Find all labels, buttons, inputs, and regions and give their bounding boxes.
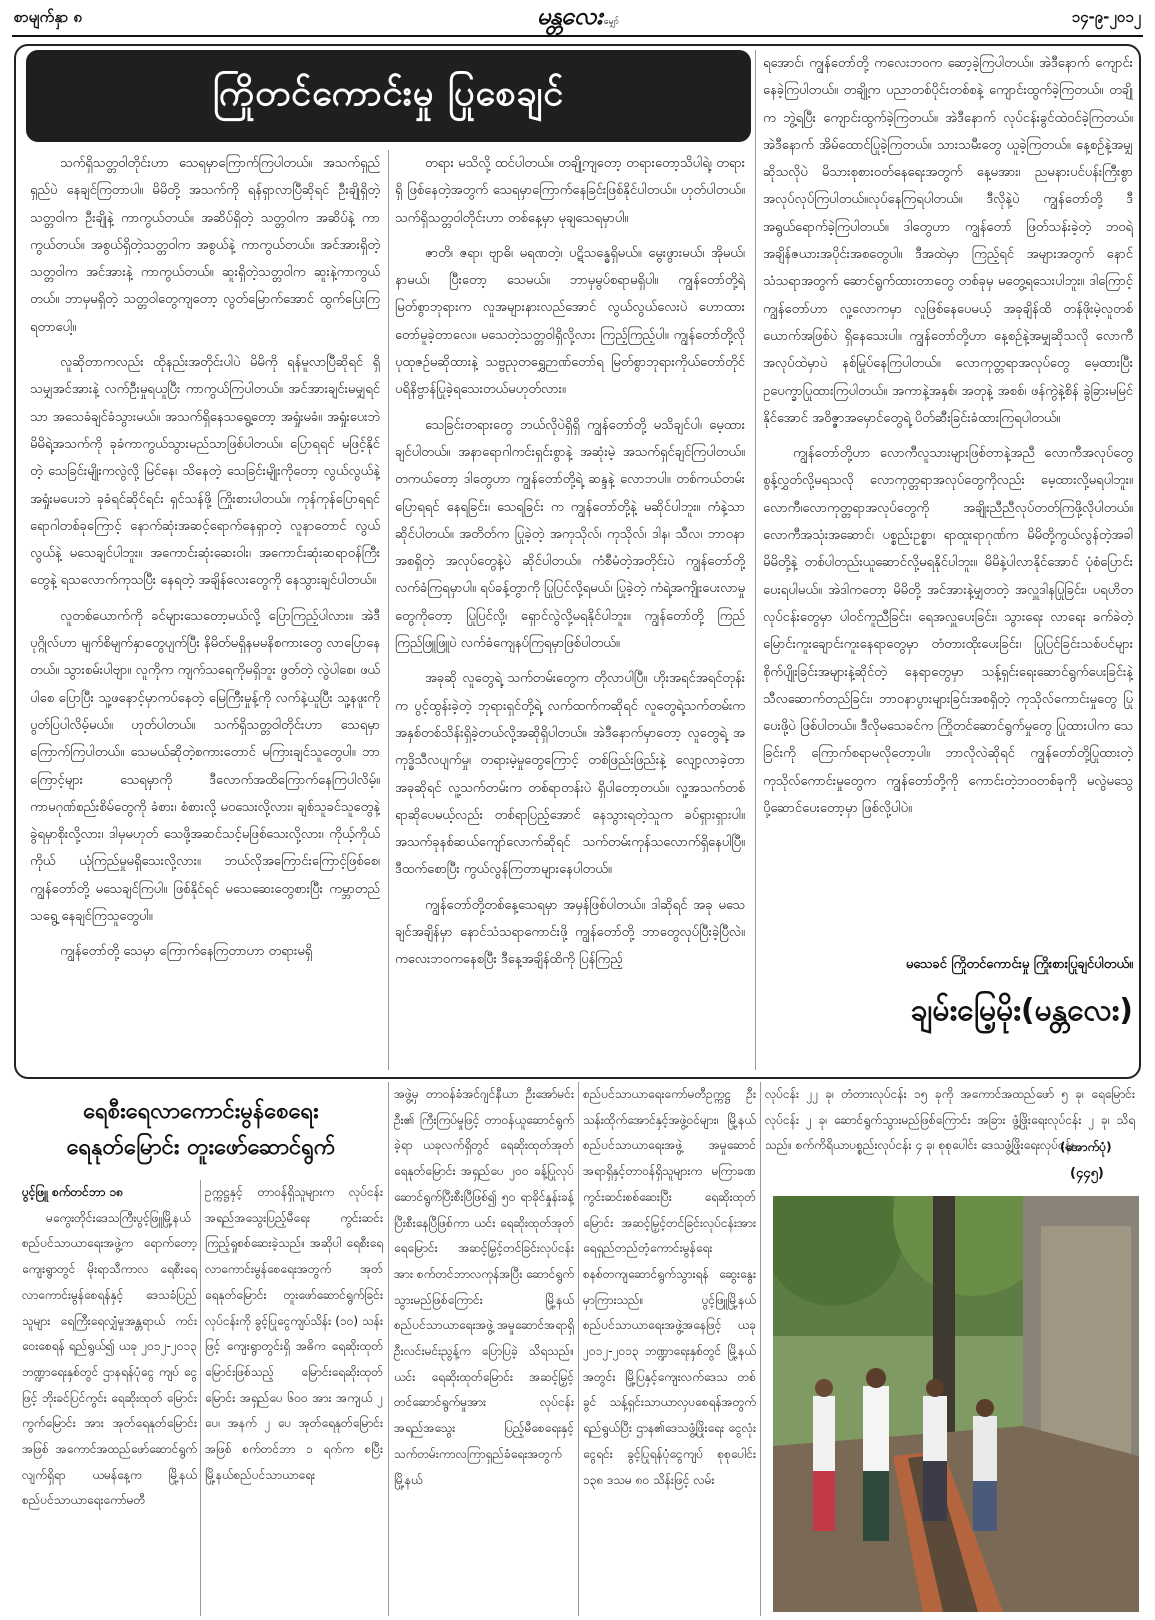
- paragraph: ကျွန်တော်တို့ သေမှာ ကြောက်နေကြတာဟာ တရားမရှိ: [60, 944, 313, 960]
- paragraph: သက်ရှိသတ္တဝါတိုင်းဟာ သေရမှာကြောက်ကြပါတယ်။ အသက်ရှည်ရှည်ပဲ နေချင်ကြတာပါ။ မိမိတို့ အသက်ကို ရန်ရှာလာပြီဆိုရင် ဦးချိုရှိတဲ့သတ္တဝါက ဦးချိုနဲ့ ကာကွယ်တယ်။ အဆိပ်ရှိတဲ့ သတ္တဝါက အဆိပ်နဲ့ ကာကွယ်တယ်။ အစွယ်ရှိတဲ့သတ္တဝါက အစွယ်နဲ့ ကာကွယ်တယ်။ အင်အားရှိတဲ့ သတ္တဝါက အင်အားနဲ့ ကာကွယ်တယ်။ ဆူးရှိတဲ့သတ္တဝါက ဆူးနဲ့ကာကွယ်တယ်။ ဘာမှမရှိတဲ့ သတ္တဝါတွေကျတော့ လွတ်မြောက်အောင် ထွက်ပြေးကြရတာပေါ့။: [30, 156, 380, 335]
- feature-column-2: [395, 150, 745, 1070]
- closing-line: မသေခင် ကြိုတင်ကောင်းမှု ကြိုးစားပြုချင်ပါတယ်။: [905, 957, 1133, 972]
- paragraph: ရအောင်၊ ကျွန်တော်တို့ ကလေးဘဝက ဆော့ခဲ့ကြပါတယ်။ အဲဒီနောက် ကျောင်းနေခဲ့ကြပါတယ်။ တချို့က ပညာတစ်ပိုင်းတစ်စနဲ့ ကျောင်းထွက်ခဲ့ကြတယ်။ တချို့က ဘွဲ့ရပြီး ကျောင်းထွက်ခဲ့ကြတယ်။ အဲဒီနောက် လုပ်ငန်းခွင်ထဲဝင်ခဲ့ကြတယ်။ အဲဒီနောက် အိမ်ထောင်ပြုခဲ့ကြတယ်။ သားသမီးတွေ ယူခဲ့ကြတယ်။ နေ့စဉ်နဲ့အမျှ ဆိုသလိုပဲ မိသားစုစားဝတ်နေရေးအတွက် နေ့မအား၊ ညမနားပင်ပန်းကြီးစွာ အလုပ်လုပ်ကြပါတယ်။လုပ်နေကြရပါတယ်။ ဒီလိုနဲ့ပဲ ကျွန်တော်တို့ ဒီအရွယ်ရောက်ခဲ့ကြပါတယ်။ ဒါတွေဟာ ကျွန်တော် ဖြတ်သန်းခဲ့တဲ့ ဘဝရဲ့ အချိန်ဇယားအပိုင်းအစတွေပါ။ ဒီအထဲမှာ ကြည့်ရင် အများအတွက် နောင်သံသရာအတွက် ဆောင်ရွက်ထားတာတွေ တစ်ခုမှ မတွေ့ရသေးပါဘူး။ ဒါကြောင့် ကျွန်တော်ဟာ လူ့လောကမှာ လူဖြစ်နေပေမယ့် အခုချိန်ထိ တန်ဖိုးမဲ့လူတစ်ယောက်အဖြစ်ပဲ ရှိနေသေးပါ။ ကျွန်တော်တို့ဟာ နေ့စဉ်နဲ့အမျှဆိုသလို လောကီအလုပ်ထဲမှာပဲ နစ်မြုပ်နေကြပါတယ်။ လောကုတ္တရာအလုပ်တွေ မေ့ထားပြီး ဥပေက္ခာပြုထားကြပါတယ်။ အကာနဲ့အနှစ်၊ အတုနဲ့ အစစ်၊ ဖန်ကွဲနဲ့စိန် ခွဲခြားမမြင်နိုင်အောင် အဝိဇ္ဇာအမှောင်တွေရဲ့ ပိတ်ဆီးခြင်းခံထားကြရပါတယ်။: [763, 56, 1133, 426]
- column-divider: [388, 1082, 389, 1616]
- photo-caption-pointer: (အောက်ပုံ): [1060, 1140, 1112, 1154]
- news-column-2: [205, 1180, 383, 1616]
- column-divider: [755, 50, 756, 1070]
- news-headline: [20, 1094, 382, 1166]
- column-divider: [760, 1082, 761, 1616]
- author-byline: ချမ်းမြေ့မိုး(မန္တလေး): [910, 993, 1133, 1028]
- paragraph: ဥက္ကဋ္ဌနှင့် တာဝန်ရှိသူများက လုပ်ငန်းအရည်အသွေးပြည့်မီရေး ကွင်းဆင်းကြည့်ရှုစစ်ဆေးခဲ့သည်။ အဆိုပါ ရေစီးရေလာကောင်းမွန်စေရေးအတွက် အုတ်ရေနုတ်မြောင်း တူးဖော်ဆောင်ရွက်ခြင်းလုပ်ငန်းကို ခွင့်ပြုငွေကျပ်သိန်း (၁၀) သန်းဖြင့် ကျေးရွာတွင်းရှိ အဓိက ရေဆိုးထုတ်မြောင်းဖြစ်သည့် မြောင်းရေဆိုးထုတ်မြောင်း အရှည်ပေ ၆၀၀ အား အကျယ် ၂ ပေ၊ အနက် ၂ ပေ အုတ်ရေနုတ်မြောင်း အဖြစ် စက်တင်ဘာ ၁ ရက်က စပြီး မြို့နယ်စည်ပင်သာယာရေး: [205, 1185, 383, 1482]
- feature-column-3: [763, 50, 1133, 950]
- logo-text: မန္တလေး: [536, 2, 602, 30]
- paragraph: လူတစ်ယောက်ကို ခင်များသေတော့မယ်လို့ ပြောကြည့်ပါလား။ အဲဒီပုဂ္ဂိုလ်ဟာ မျက်စိမျက်နှာတွေပျက်ပြီး နိမိတ်မရှိနမမနိစကားတွေ လာပြောနေတယ်။ သွားစမ်းပါဗျာ။ လူကိုက ကျက်သရေကိုမရှိဘူး ဖွတ်တဲ့ လွဲပါစေ၊ ဖယ်ပါစေ ပြောပြီး သူ့ဖနောင့်မှာကပ်နေတဲ့ မြေကြီးမှုန့်ကို လက်နဲ့ယူပြီး သူ့နဖူးကို ပွတ်ပြပါလိမ့်မယ်။ ဟုတ်ပါတယ်။ သက်ရှိသတ္တဝါတိုင်းဟာ သေရမှာ ကြောက်ကြပါတယ်။ သေမယ်ဆိုတဲ့စကားတောင် မကြားချင်သူတွေပါ။ ဘာကြောင့်များ သေရမှာကို ဒီလောက်အထိကြောက်နေကြပါလိမ့်။ ကာမဂုဏ်စည်းစိမ်တွေကို ခံစား၊ စံစားလို့ မဝသေးလို့လား၊ ချစ်သူခင်သူတွေနဲ့ ခွဲရမှာစိုးလို့လား၊ ဒါမှမဟုတ် သေဖို့အဆင်သင့်မဖြစ်သေးလို့လား၊ ကိုယ့်ကိုယ်ကိုယ် ယုံကြည်မှုမရှိသေးလို့လား။ ဘယ်လိုအကြောင်းကြောင့်ဖြစ်စေ၊ ကျွန်တော်တို့ မသေချင်ကြပါ။ ဖြစ်နိုင်ရင် မသေဆေးတွေစားပြီး ကမ္ဘာတည်သရွေ့ နေချင်ကြသူတွေပါ။: [30, 608, 380, 925]
- article-code: (၄၄၅): [1070, 1166, 1104, 1181]
- newspaper-logo: [0, 0, 1155, 36]
- feature-title: ကြိုတင်ကောင်းမှု ပြုစေချင်: [212, 73, 565, 114]
- news-column-3: [394, 1082, 574, 1616]
- logo-sub: မျှော်: [603, 17, 619, 27]
- paragraph: စည်ပင်သာယာရေးကော်မတီဥက္ကဋ္ဌ ဦးသန်းထိုက်အောင်နှင့်အဖွဲ့ဝင်များ၊ မြို့နယ်စည်ပင်သာယာရေးအဖွဲ့ အမှုဆောင်အရာရှိနှင့်တာဝန်ရှိသူများက မကြာခဏ ကွင်းဆင်းစစ်ဆေးပြီး ရေဆိုးထုတ်မြောင်း အဆင့်မြှင့်တင်ခြင်းလုပ်ငန်းအား ရေရှည်တည်တံ့ကောင်းမွန်ရေး စနစ်တကျဆောင်ရွက်သွားရန် ဆွေးနွေးမှာကြားသည်။ ပွင့်ဖြူမြို့နယ်စည်ပင်သာယာရေးအဖွဲ့အနေဖြင့် ယခု ၂၀၁၂-၂၀၁၃ ဘဏ္ဍာရေးနှစ်တွင် မြို့နယ်အတွင်း မြို့ပြနှင့်ကျေးလက်ဒေသ တစ်ခွင် သန့်ရှင်းသာယာလှပစေရန်အတွက် ရည်ရွယ်ပြီး ဌာန၏ဒေသဖွံ့ဖြိုးရေး ငွေလုံးငွေရင်း ခွင့်ပြုရန်ပုံငွေကျပ် စုစုပေါင်း ၁၃၈ ဒသမ ၈၀ သိန်းဖြင့် လမ်း: [583, 1087, 756, 1487]
- column-divider: [578, 1082, 579, 1616]
- headline-line-2: ရေနုတ်မြောင်း တူးဖော်ဆောင်ရွက်: [66, 1135, 336, 1160]
- feature-column-1: [30, 150, 380, 1070]
- news-photo: [773, 1196, 1139, 1612]
- paragraph: မကွေးတိုင်းဒေသကြီးပွင့်ဖြူမြို့နယ်စည်ပင်သာယာရေးအဖွဲ့က ရောက်တော့ကျေးရွာတွင် မိုးရာသီကာလ ရေစီးရေလာကောင်းမွန်စေရန်နှင့် ဒေသခံပြည်သူများ ရေကြီးရေလျှံမှုအန္တရာယ် ကင်းဝေးစေရန် ရည်ရွယ်၍ ယခု ၂၀၁၂-၂၀၁၃ ဘဏ္ဍာရေးနှစ်တွင် ဌာနရန်ပုံငွေ ကျပ် ငွေဖြင့် ဘိုးခင်ပြင်ကွင်း ရေဆိုးထုတ် မြောင်းကွက်မြောင်း အား အုတ်ရေနုတ်မြောင်းအဖြစ် အကောင်အထည်ဖော်ဆောင်ရွက်လျက်ရှိရာ ယမန်နေ့က မြို့နယ်စည်ပင်သာယာရေးကော်မတီ: [22, 1210, 197, 1508]
- paragraph: အခုဆို လူတွေရဲ့ သက်တမ်းတွေက တိုလာပါပြီ။ ဟိုးအရင်အရင်တုန်းက ပွင့်ထွန်းခဲ့တဲ့ ဘုရားရှင်တို့ရဲ့ လက်ထက်ကဆိုရင် လူတွေရဲ့သက်တမ်းက အနှစ်တစ်သိန်းရှိခဲ့တယ်လို့အဆိုရှိပါတယ်။ အဲဒီနောက်မှာတော့ လူတွေရဲ့ အကုဒ္ဓိသီလပျက်မှု၊ တရားမဲ့မှုတွေကြောင့် တစ်ဖြည်းဖြည်းနဲ့ လျော့လာခဲ့တာ အခုဆိုရင် လူ့သက်တမ်းက တစ်ရာတန်းပဲ ရှိပါတော့တယ်။ လူ့အသက်တစ်ရာဆိုပေမယ့်လည်း တစ်ရာပြည့်အောင် နေသွားရတဲ့သူက ခပ်ရှားရှားပါ။ အသက်ခုနစ်ဆယ်ကျော်လောက်ဆိုရင် သက်တမ်းကုန်သလောက်ရှိနေပါပြီ။ ဒီထက်စောပြီး ကွယ်လွန်ကြတာများနေပါတယ်။: [395, 671, 745, 878]
- header-rule: [12, 35, 1143, 37]
- paragraph: ဇာတိ၊ ဇရာ၊ ဗျာဓိ၊ မရဏတဲ့၊ ပဋိသန္ဓေရှိမယ်။ မွေးဖွားမယ်၊ အိုမယ်၊ နာမယ်၊ ပြီးတော့ သေမယ်။ ဘာမှမွပ်စရာမရှိပါ။ ကျွန်တော်တို့ရဲ့ မြတ်စွာဘုရားက လူအများနားလည်အောင် လွယ်လွယ်လေးပဲ ဟောထားတော်မူခဲ့တာလေ။ မသေတဲ့သတ္တဝါရှိလို့လား ကြည့်ကြည့်ပါ။ ကျွန်တော်တို့လို ပုထုဇဉ်မဆိုထားနဲ့ သဗ္ဗညုတရွှေဉာဏ်တော်ရ မြတ်စွာဘုရားကိုယ်တော်တိုင် ပရိနိဗ္ဗာန်ပြုခဲ့ရသေးတယ်မဟုတ်လား။: [395, 245, 745, 398]
- paragraph: ကျွန်တော်တို့တစ်နေ့သေရမှာ အမှန်ဖြစ်ပါတယ်။ ဒါဆိုရင် အခု မသေချင်အချိန်မှာ နောင်သံသရာကောင်းဖို့ ကျွန်တော်တို့ ဘာတွေလုပ်ပြီးခဲ့ပြီလဲ။ ကလေးဘဝကနေစပြီး ဒီနေ့အချိန်ထိကို ပြန်ကြည့်: [395, 897, 745, 968]
- column-divider: [200, 1180, 201, 1616]
- paragraph: လုပ်ငန်း ၂၂ ခု၊ တံတားလုပ်ငန်း ၁၅ ခုကို အကောင်အထည်ဖော် ၅ ခု၊ ရေမြောင်းလုပ်ငန်း ၂ ခု၊ ဆောင်ရွက်သွားမည်ဖြစ်ကြောင်း အခြား ဖွံ့ဖြိုးရေးလုပ်ငန်း ၂ ခု၊ သိရသည်။ စက်ကိရိယာပစ္စည်းလုပ်ငန်း ၄ ခု၊ စုစုပေါင်း ဒေသဖွံ့ဖြိုးရေးလုပ်ငန်း: [765, 1087, 1135, 1153]
- page-header: [0, 0, 1155, 40]
- paragraph: အဖွဲ့မှ တာဝန်ခံအင်ဂျင်နီယာ ဦးအော်မင်းဦး၏ ကြီးကြပ်မှုဖြင့် တာဝန်ယူဆောင်ရွက်ခဲ့ရာ ယခုလက်ရှိတွင် ရေဆိုးထုတ်အုတ်ရေနုတ်မြောင်း အရှည်ပေ ၂၀၀ ခန့်ပြုလုပ် ဆောင်ရွက်ပြီးစီးပြီဖြစ်၍ ၅၀ ရာခိုင်နှုန်းခန့် ပြီးစီးနေပြီဖြစ်ကာ ယင်း ရေဆိုးထုတ်အုတ်ရေမြောင်း အဆင့်မြှင့်တင်ခြင်းလုပ်ငန်းအား စက်တင်ဘာလကုန်အပြီး ဆောင်ရွက်သွားမည်ဖြစ်ကြောင်း မြို့နယ်စည်ပင်သာယာရေးအဖွဲ့ အမှုဆောင်အရာရှိ ဦးလင်းမင်းညွန့်က ပြောပြခဲ့ သိရသည်။ ယင်း ရေဆိုးထုတ်မြောင်း အဆင့်မြှင့်တင်ဆောင်ရွက်မှုအား လုပ်ငန်းအရည်အသွေး ပြည့်မီစေရေးနှင့် သက်တမ်းကာလကြာရှည်ခံရေးအတွက် မြို့နယ်: [394, 1087, 574, 1487]
- paragraph: တရား မသိလို့ ထင်ပါတယ်။ တချို့ကျတော့ တရားတော့သိပါရဲ့၊ တရားရှိ ဖြစ်နေတဲ့အတွက် သေရမှာကြောက်နေခြင်းဖြစ်နိုင်ပါတယ်။ ဟုတ်ပါတယ်။ သက်ရှိသတ္တဝါတိုင်းဟာ တစ်နေ့မှာ မုချသေရမှာပါ။: [395, 156, 745, 226]
- headline-line-1: ရေစီးရေလာကောင်းမွန်စေရေး: [83, 1099, 319, 1124]
- paragraph: လူဆိုတာကလည်း ထိုနည်းအတိုင်းပါပဲ မိမိကို ရန်မူလာပြီဆိုရင် ရှိသမျှအင်အားနဲ့ လက်ဦးမှုရယူပြီး ကာကွယ်ကြပါတယ်။ အင်အားချင်းမမျှရင်သာ အသေခံချင်ခံသွားမယ်။ အသက်ရှိနေသရွေ့တော့ အရှုံးမခံ။ အရှုံးပေးဘဲ မိမိရဲ့အသက်ကို ခုခံကာကွယ်သွားမည်သာဖြစ်ပါတယ်။ ပြောရရင် မဖြင့်နိုင်တဲ့ သေခြင်းမျိုးကလွဲလို့ မြင်နေ၊ သိနေတဲ့ သေခြင်းမျိုးကိုတော့ လွယ်လွယ်နဲ့ အရှုံးမပေးဘဲ ခုခံရင်ဆိုင်ရင်း ရှင်သန်ဖို့ ကြိုးစားပါတယ်။ ကုန်ကုန်ပြောရရင် ရောဂါတစ်ခုကြောင့် နောက်ဆုံးအဆင့်ရောက်နေရှာတဲ့ လူနာတောင် လွယ်လွယ်နဲ့ မသေချင်ပါဘူး။ အကောင်းဆုံးဆေးဝါး၊ အကောင်းဆုံးဆရာဝန်ကြီးတွေနဲ့ ရသလောက်ကုသပြီး နေရတဲ့ အချိန်လေးတွေကို နေသွားချင်ပါတယ်။: [30, 355, 380, 589]
- feature-title-banner: [26, 50, 751, 142]
- issue-date: ၁၄-၉-၂၀၁၂: [1071, 8, 1141, 26]
- paragraph: ကျွန်တော်တို့ဟာ လောကီလူသားများဖြစ်တာနဲ့အညီ လောကီအလုပ်တွေ စွန့်လွှတ်လို့မရသလို လောကုတ္တရာအလုပ်တွေကိုလည်း မေ့ထားလို့မရပါဘူး။ လောကီ၊လောကုတ္တရာအလုပ်တွေကို အချိုးညီညီလုပ်တတ်ကြဖို့လိုပါတယ်။ လောကီအသုံးအဆောင်၊ ပစ္စည်းဥစ္စာ၊ ရာထူးရာဂုဏ်က မိမိတို့ကွယ်လွန်တဲ့အခါ မိမိတို့နဲ့ တစ်ပါတည်းယူဆောင်လို့မရနိုင်ပါဘူး။ မိမိနဲ့ပါလာနိုင်အောင် ပုံစံပြောင်းပေးရပါမယ်။ အဲဒါကတော့ မိမိတို့ အင်အားနဲ့မျှတတဲ့ အလှူဒါနပြုခြင်း၊ ပရဟိတလုပ်ငန်းတွေမှာ ပါဝင်ကူညီခြင်း၊ ရေအလှူပေးခြင်း၊ သွားရေး လာရေး ခက်ခဲတဲ့မြောင်းကူးချောင်းကူးနေရာတွေမှာ တံတားထိုးပေးခြင်း၊ ပြုပြင်ခြင်းသစ်ပင်များစိုက်ပျိုးခြင်းအများနဲ့ဆိုင်တဲ့ နေရာတွေမှာ သန့်ရှင်းရေးဆောင်ရွက်ပေးခြင်းနဲ့ သီလဆောက်တည်ခြင်း၊ ဘာဝနာပွားများခြင်းအစရှိတဲ့ ကုသိုလ်ကောင်းမှုတွေ ပြုပေးဖို့ပဲ ဖြစ်ပါတယ်။ ဒီလိုမသေခင်က ကြိုတင်ဆောင်ရွက်မှုတွေ ပြုထားပါက သေခြင်းကို ကြောက်စရာမလိုတော့ပါ။ ဘာလိုလဲဆိုရင် ကျွန်တော်တို့ပြုထားတဲ့ ကုသိုလ်ကောင်းမှုတွေက ကျွန်တော်တို့ကို ကောင်းတဲ့ဘဝတစ်ခုကို မလွဲမသွေ ပို့ဆောင်ပေးတော့မှာ ဖြစ်လို့ပါပဲ။: [763, 446, 1133, 817]
- page-label: စာမျက်နှာ ၈: [14, 8, 82, 26]
- news-column-4: [583, 1082, 756, 1616]
- paragraph: သေခြင်းတရားတွေ ဘယ်လိုပဲရှိရှိ ကျွန်တော်တို့ မသိချင်ပါ၊ မေ့ထားချင်ပါတယ်။ အနာရောဂါကင်းရှင်းစွာနဲ့ အဆုံးမဲ့ အသက်ရှင်ချင်ကြပါတယ်။ တကယ်တော့ ဒါတွေဟာ ကျွန်တော်တို့ရဲ့ ဆန္ဒနဲ့ လောဘပါ။ တစ်ကယ်တမ်းပြောရရင် နေရခြင်း၊ သေရခြင်း က ကျွန်တော်တို့နဲ့ မဆိုင်ပါဘူး။ ကံနဲ့သာဆိုင်ပါတယ်။ အတိတ်က ပြုခဲ့တဲ့ အကုသိုလ်၊ ကုသိုလ်၊ ဒါန၊ သီလ၊ ဘာဝနာ အစရှိတဲ့ အလုပ်တွေနဲ့ပဲ ဆိုင်ပါတယ်။ ကံစီမံတဲ့အတိုင်းပဲ ကျွန်တော်တို့ လက်ခံကြရမှာပါ။ ရပ်ခန့်တွာကို ပြုပြင်လို့ရမယ်၊ ပြုခဲ့တဲ့ ကံရဲ့အကျိုးပေးလာမှုတွေကိုတော့ ပြုပြင်လို့၊ ရှောင်လွဲလို့မရနိုင်ပါဘူး။ ကျွန်တော်တို့ ကြည်ကြည်ဖြူဖြူပဲ လက်ခံကျေနပ်ကြရမှာဖြစ်ပါတယ်။: [395, 417, 745, 652]
- dateline: ပွင့်ဖြူ စက်တင်ဘာ ၁၈: [22, 1185, 124, 1199]
- news-column-1: [22, 1180, 197, 1616]
- column-divider: [388, 150, 389, 1070]
